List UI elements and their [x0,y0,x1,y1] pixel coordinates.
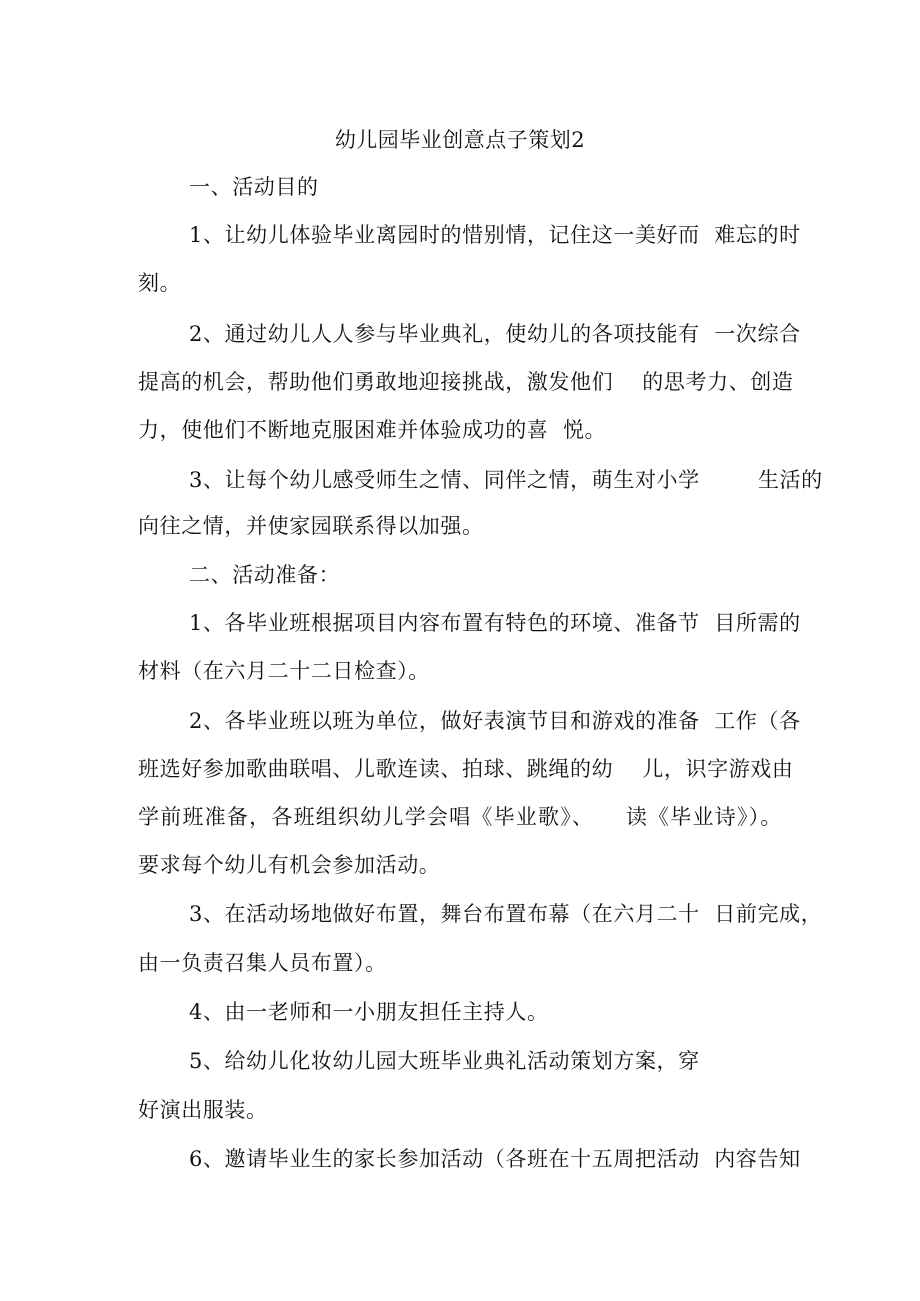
paragraph-line: 6、邀请毕业生的家长参加活动（各班在十五周把活动 内容告知 [189,1147,801,1171]
paragraph-line: 3、在活动场地做好布置，舞台布置布幕（在六月二十 日前完成， [189,902,823,926]
paragraph-line: 学前班准备，各班组织幼儿学会唱《毕业歌》、 读《毕业诗》）。 [138,805,782,829]
paragraph-line: 2、通过幼儿人人参与毕业典礼，使幼儿的各项技能有 一次综合 [189,322,801,346]
paragraph-line: 1、各毕业班根据项目内容布置有特色的环境、准备节 目所需的 [189,611,801,635]
paragraph-line: 2、各毕业班以班为单位，做好表演节目和游戏的准备 工作（各 [189,709,801,733]
paragraph-line: 材料（在六月二十二日检查）。 [138,659,430,683]
paragraph-line: 要求每个幼儿有机会参加活动。 [138,853,441,877]
paragraph-line: 好演出服装。 [138,1098,268,1122]
paragraph-line: 刻。 [138,271,182,295]
paragraph-line: 5、给幼儿化妆幼儿园大班毕业典礼活动策划方案，穿 [189,1049,700,1073]
paragraph-line: 班选好参加歌曲联唱、儿歌连读、拍球、跳绳的幼 儿，识字游戏由 [138,757,794,781]
paragraph-line: 由一负责召集人员布置）。 [138,951,387,975]
paragraph-line: 向往之情，并使家园联系得以加强。 [138,514,484,538]
section-heading-preparation: 二、活动准备： [189,563,341,587]
paragraph-line: 4、由一老师和一小朋友担任主持人。 [189,1000,549,1024]
paragraph-line: 提高的机会，帮助他们勇敢地迎接挑战，激发他们 的思考力、创造 [138,370,794,394]
paragraph-line: 3、让每个幼儿感受师生之情、同伴之情，萌生对小学 生活的 [189,468,823,492]
paragraph-line: 力，使他们不断地克服困难并体验成功的喜 悦。 [138,418,607,442]
section-heading-purpose: 一、活动目的 [189,175,319,199]
document-title: 幼儿园毕业创意点子策划2 [334,128,586,152]
paragraph-line: 1、让幼儿体验毕业离园时的惜别情，记住这一美好而 难忘的时 [189,223,801,247]
